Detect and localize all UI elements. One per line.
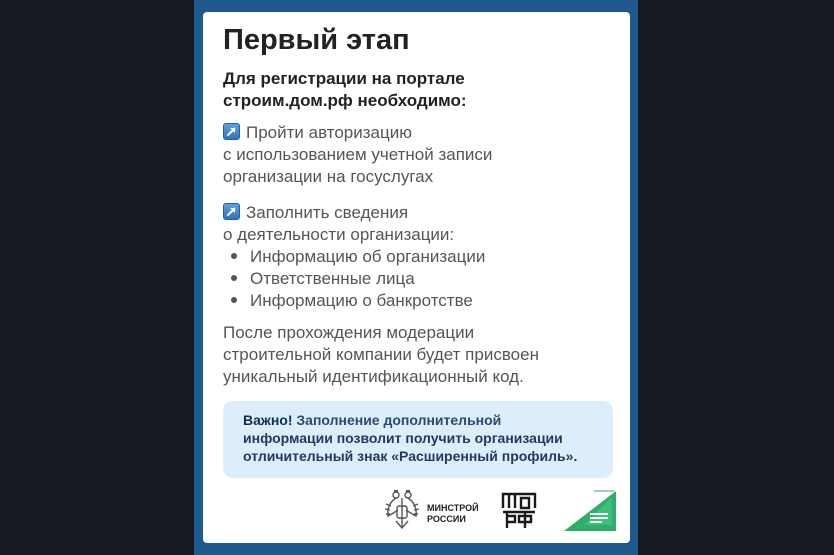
notice-strong: Важно! <box>243 412 293 428</box>
intro-line: Для регистрации на портале <box>223 69 465 88</box>
arrow-up-right-icon <box>223 123 240 140</box>
step-line: организации на госуслугах <box>223 167 434 186</box>
list-item: Ответственные лица <box>231 268 485 290</box>
notice-line: информации позволит получить организации <box>243 430 563 446</box>
step-line: о деятельности организации: <box>223 225 455 244</box>
step-fill-info <box>223 202 454 246</box>
info-card <box>203 12 630 543</box>
arrow-up-right-icon <box>223 203 240 220</box>
step-line: с использованием учетной записи <box>223 145 493 164</box>
info-bullet-list <box>231 246 485 312</box>
page-title: Первый этап <box>223 24 410 56</box>
minstroy-line: МИНСТРОЙ <box>427 503 479 513</box>
domrf-logo <box>501 490 537 530</box>
step-line: Пройти авторизацию <box>246 123 412 142</box>
national-projects-mark <box>564 489 616 531</box>
step-authorization <box>223 122 492 188</box>
notice-line: Заполнение дополнительной <box>292 412 502 428</box>
coat-of-arms-icon <box>382 488 422 532</box>
moderation-line: строительной компании будет присвоен <box>223 345 539 364</box>
important-notice <box>223 401 613 478</box>
step-line: Заполнить сведения <box>246 203 409 222</box>
intro-text <box>223 68 467 112</box>
list-item: Информацию об организации <box>231 246 485 268</box>
minstroy-label <box>427 503 479 525</box>
domrf-logo-mark <box>501 490 537 530</box>
minstroy-logo <box>382 488 492 532</box>
moderation-line: После прохождения модерации <box>223 323 475 342</box>
logo-row <box>203 488 630 533</box>
notice-line: отличительный знак «Расширенный профиль». <box>243 448 578 464</box>
minstroy-line: РОССИИ <box>427 514 466 524</box>
moderation-text <box>223 322 539 388</box>
national-projects-logo <box>564 489 616 531</box>
intro-line: строим.дом.рф необходимо: <box>223 91 467 110</box>
list-item: Информацию о банкротстве <box>231 290 485 312</box>
moderation-line: уникальный идентификационный код. <box>223 367 524 386</box>
